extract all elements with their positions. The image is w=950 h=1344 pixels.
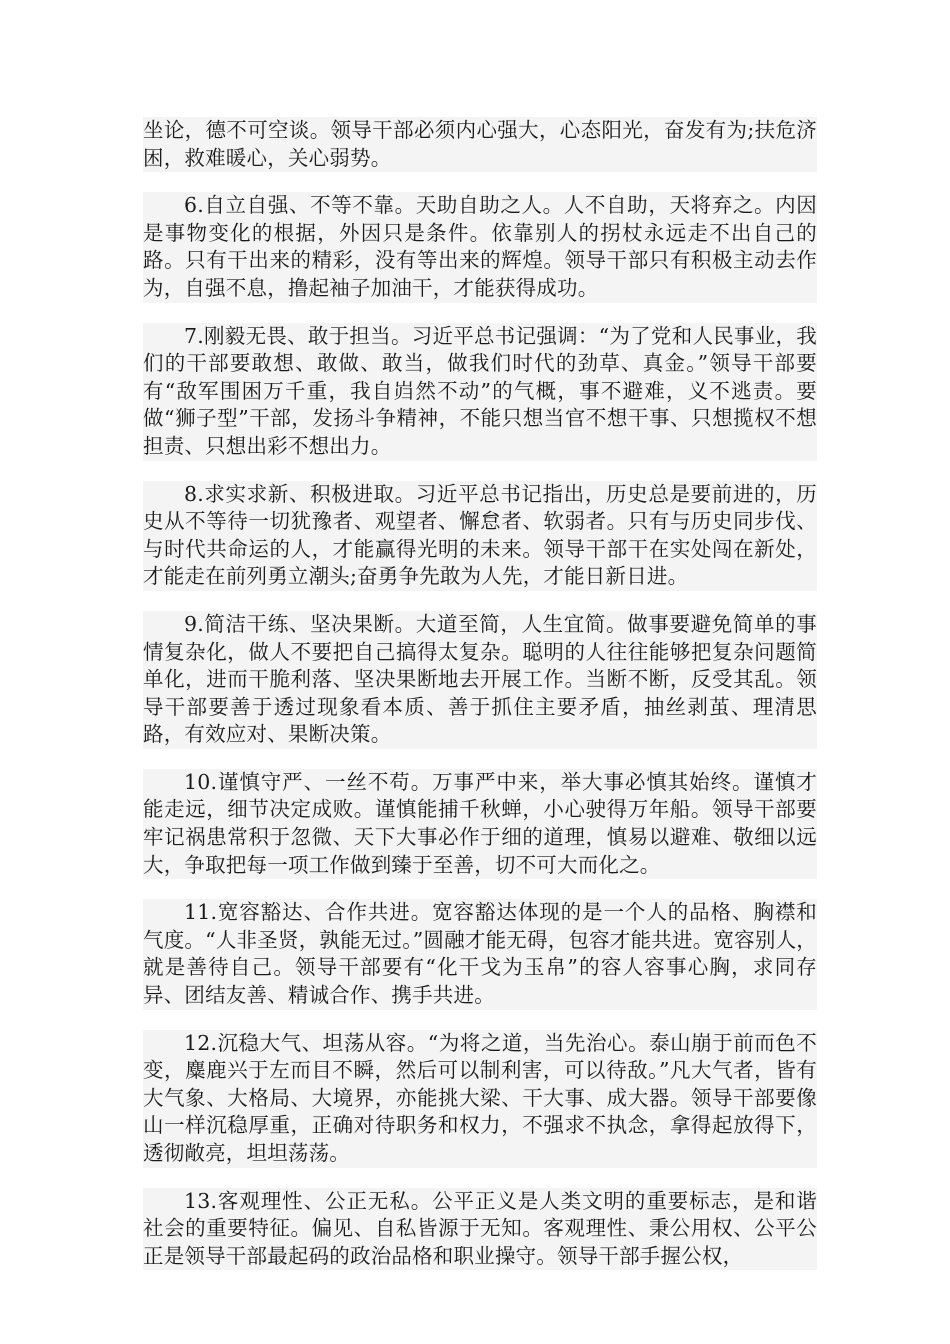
document-body: [143, 117, 817, 1270]
paragraph-gap: [143, 879, 817, 899]
paragraph-6: 6.自立自强、不等不靠。天助自助之人。人不自助，天将弃之。内因是事物变化的根据，外因只是条件。依靠别人的拐杖永远走不出自己的路。只有干出来的精彩，没有等出来的辉煌。领导干部只有积极主动去作为，自强不息，撸起袖子加油干，才能获得成功。: [143, 192, 817, 302]
paragraph-7: 7.刚毅无畏、敢于担当。习近平总书记强调：“为了党和人民事业，我们的干部要敢想、敢做、敢当，做我们时代的劲草、真金。”领导干部要有“敌军围困万千重，我自岿然不动”的气概，事不避难，义不逃责。要做“狮子型”干部，发扬斗争精神，不能只想当官不想干事、只想揽权不想担责、只想出彩不想出力。: [143, 323, 817, 461]
paragraph-continuation: 坐论，德不可空谈。领导干部必须内心强大，心态阳光，奋发有为;扶危济困，救难暖心，关心弱势。: [143, 117, 817, 172]
paragraph-10: 10.谨慎守严、一丝不苟。万事严中来，举大事必慎其始终。谨慎才能走远，细节决定成败。谨慎能捕千秋蝉，小心驶得万年船。领导干部要牢记祸患常积于忽微、天下大事必作于细的道理，慎易以避难、敬细以远大，争取把每一项工作做到臻于至善，切不可大而化之。: [143, 769, 817, 879]
paragraph-12: 12.沉稳大气、坦荡从容。“为将之道，当先治心。泰山崩于前而色不变，麋鹿兴于左而目不瞬，然后可以制利害，可以待敌。”凡大气者，皆有大气象、大格局、大境界，亦能挑大梁、干大事、成大器。领导干部要像山一样沉稳厚重，正确对待职务和权力，不强求不执念，拿得起放得下，透彻敞亮，坦坦荡荡。: [143, 1030, 817, 1168]
paragraph-11: 11.宽容豁达、合作共进。宽容豁达体现的是一个人的品格、胸襟和气度。“人非圣贤，孰能无过。”圆融才能无碍，包容才能共进。宽容别人，就是善待自己。领导干部要有“化干戈为玉帛”的容人容事心胸，求同存异、团结友善、精诚合作、携手共进。: [143, 899, 817, 1009]
paragraph-gap: [143, 172, 817, 192]
paragraph-gap: [143, 303, 817, 323]
paragraph-gap: [143, 749, 817, 769]
paragraph-gap: [143, 1010, 817, 1030]
paragraph-8: 8.求实求新、积极进取。习近平总书记指出，历史总是要前进的，历史从不等待一切犹豫者、观望者、懈怠者、软弱者。只有与历史同步伐、与时代共命运的人，才能赢得光明的未来。领导干部干在实处闯在新处，才能走在前列勇立潮头;奋勇争先敢为人先，才能日新日进。: [143, 481, 817, 591]
paragraph-gap: [143, 591, 817, 611]
paragraph-9: 9.简洁干练、坚决果断。大道至简，人生宜简。做事要避免简单的事情复杂化，做人不要把自己搞得太复杂。聪明的人往往能够把复杂问题简单化，进而干脆利落、坚决果断地去开展工作。当断不断，反受其乱。领导干部要善于透过现象看本质、善于抓住主要矛盾，抽丝剥茧、理清思路，有效应对、果断决策。: [143, 611, 817, 749]
paragraph-gap: [143, 461, 817, 481]
paragraph-gap: [143, 1168, 817, 1188]
paragraph-13: 13.客观理性、公正无私。公平正义是人类文明的重要标志，是和谐社会的重要特征。偏见、自私皆源于无知。客观理性、秉公用权、公平公正是领导干部最起码的政治品格和职业操守。领导干部手握公权，: [143, 1188, 817, 1271]
